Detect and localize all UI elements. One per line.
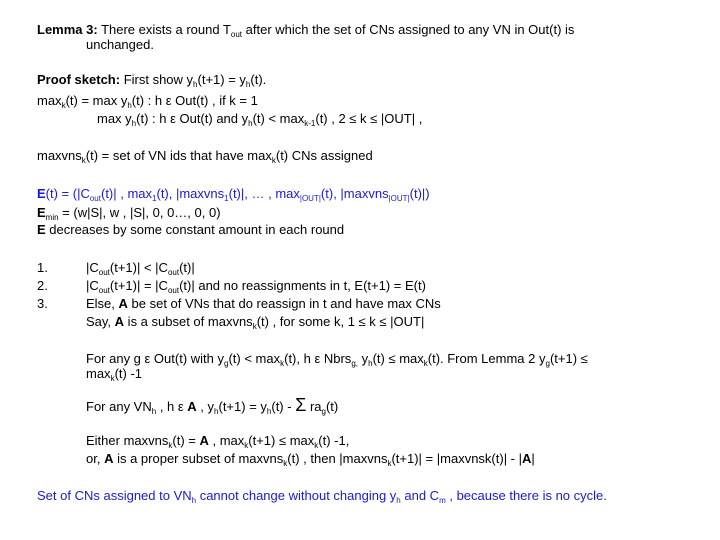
ft-sub3: m: [439, 496, 446, 505]
list-item-3: [86, 296, 441, 312]
max2-mid2: (t) < max: [252, 111, 305, 126]
i4-bold: A: [114, 314, 125, 329]
ft-sub2: h: [396, 496, 401, 505]
proof-label: Proof sketch:: [37, 72, 121, 87]
forany-line-1: [86, 351, 588, 367]
list-num-2: [37, 278, 48, 294]
ei-sub1: k: [168, 441, 173, 450]
proof-line-3: [97, 111, 422, 127]
e-l1-sub2: 1: [152, 194, 157, 203]
forany-line-2: [86, 366, 142, 382]
i1-b: (t+1)| < |C: [109, 260, 168, 275]
e-l1-sub4: |OUT|: [299, 194, 321, 203]
i3-b: be set of VNs that do reassign in t and have max CNs: [127, 296, 441, 311]
lemma-text-2: unchanged.: [86, 37, 154, 52]
i4-b: is a subset of maxvns: [124, 314, 253, 329]
fa-sub5: k: [423, 359, 428, 368]
max1-sub: k: [61, 101, 66, 110]
lemma-text: There exists a round T: [97, 22, 231, 37]
fv-sub4: g: [321, 407, 326, 416]
i4-a: Say,: [86, 314, 115, 329]
list-item-4: [86, 314, 424, 330]
maxvns-sub: k: [81, 156, 86, 165]
fa-sub3: g,: [351, 359, 358, 368]
i1-c: (t)|: [179, 260, 195, 275]
ei-d: (t+1) ≤ max: [248, 433, 315, 448]
e-l1-sub3: 1: [224, 194, 229, 203]
num-1: 1.: [37, 260, 48, 275]
ei-b: (t) =: [172, 433, 200, 448]
i3-bold: A: [118, 296, 128, 311]
fv-d: (t+1) = y: [218, 399, 267, 414]
fa-sub1: g: [224, 359, 229, 368]
ei-l2-d: (t+1)| = |maxvnsk(t)| - |: [391, 451, 522, 466]
i2-c: (t)| and no reassignments in t, E(t+1) = E(t): [179, 278, 426, 293]
fa-b: (t) < max: [228, 351, 281, 366]
ei-l2-bold: A: [104, 451, 114, 466]
sigma-symbol: Σ: [295, 395, 307, 415]
e-l1-sub5: |OUT|: [388, 194, 410, 203]
e-min-sub: min: [45, 213, 59, 222]
max1-sub2: h: [127, 101, 132, 110]
fv-sub3: h: [266, 407, 272, 416]
lemma-label: Lemma 3:: [37, 22, 98, 37]
max1-end: (t) : h ε Out(t) , if k = 1: [131, 93, 258, 108]
ei-l2-sub: k: [283, 459, 288, 468]
max2-sub2: h: [248, 119, 253, 128]
either-line-1: [86, 433, 349, 449]
max2: max y: [97, 111, 132, 126]
e-l1-d: (t)|, … , max: [228, 186, 300, 201]
lemma-line-2: [86, 37, 154, 53]
i4-c: (t) , for some k, 1 ≤ k ≤ |OUT|: [256, 314, 425, 329]
ei-a: Either maxvns: [86, 433, 169, 448]
proof-line-2: [37, 93, 258, 109]
max1: max: [37, 93, 62, 108]
max1-mid: (t) = max y: [65, 93, 128, 108]
list-num-1: [37, 260, 48, 276]
fa-sub2: k: [280, 359, 285, 368]
lemma-line-1: [37, 22, 574, 38]
e-l1-a: (t) = (|C: [45, 186, 90, 201]
maxvns-b: (t) = set of VN ids that have max: [85, 148, 272, 163]
e-bold: E: [37, 186, 46, 201]
footer-line: [37, 488, 607, 504]
i1-a: |C: [86, 260, 99, 275]
e-l1-b: (t)| , max: [100, 186, 153, 201]
proof-sub-2: h: [245, 80, 251, 89]
ft-d: , because there is no cycle.: [445, 488, 607, 503]
fv-sub1: h: [151, 407, 157, 416]
proof-first: First show y: [120, 72, 194, 87]
i4-sub: k: [252, 322, 257, 331]
e-min-rest: = (w|S|, w , |S|, 0, 0…, 0, 0): [58, 205, 221, 220]
ei-l2-b: is a proper subset of maxvns: [113, 451, 284, 466]
fa-c: (t), h ε Nbrs: [284, 351, 352, 366]
proof-first-mid: (t+1) = y: [197, 72, 246, 87]
max2-sub: h: [131, 119, 137, 128]
ft-a: Set of CNs assigned to VN: [37, 488, 192, 503]
num-3: 3.: [37, 296, 48, 311]
fv-b: , h ε: [156, 399, 188, 414]
fv-bold: A: [187, 399, 197, 414]
proof-line-1: [37, 72, 266, 88]
ft-b: cannot change without changing y: [196, 488, 397, 503]
i2-sub1: out: [98, 286, 110, 295]
maxvns-sub2: k: [271, 156, 276, 165]
e-l1-f: (t)|): [409, 186, 430, 201]
ei-l2-e: |: [531, 451, 535, 466]
fa-e: (t) ≤ max: [372, 351, 424, 366]
i1-sub1: out: [98, 268, 110, 277]
fv-sub2: h: [214, 407, 219, 416]
i2-b: (t+1)| = |C: [109, 278, 168, 293]
ei-l2-a: or,: [86, 451, 105, 466]
ei-l2-c: (t) , then |maxvns: [287, 451, 388, 466]
ei-l2-sub2: k: [387, 459, 392, 468]
fa-g: (t+1) ≤: [549, 351, 588, 366]
num-2: 2.: [37, 278, 48, 293]
i1-sub2: out: [167, 268, 180, 277]
ei-c: , max: [208, 433, 245, 448]
i2-a: |C: [86, 278, 99, 293]
list-num-3: [37, 296, 48, 312]
e-l1-c: (t), |maxvns: [156, 186, 225, 201]
i2-sub2: out: [167, 286, 180, 295]
fv-e: (t) -: [271, 399, 296, 414]
e-min-bold: E: [37, 205, 46, 220]
ft-c: and C: [400, 488, 440, 503]
proof-sub-1: h: [193, 80, 198, 89]
ei-sub2: k: [244, 441, 249, 450]
ei-l2-bold2: A: [522, 451, 532, 466]
e-line-3: [37, 222, 344, 238]
i3-a: Else,: [86, 296, 119, 311]
foranyvn-line: [86, 394, 338, 418]
maxvns-a: maxvns: [37, 148, 82, 163]
ft-sub1: h: [191, 496, 197, 505]
either-line-2: [86, 451, 535, 467]
fa-l2-rest: (t) -1: [114, 366, 143, 381]
fa-l2: max: [86, 366, 111, 381]
e-line-1: [37, 186, 430, 202]
fv-g: (t): [325, 399, 339, 414]
fa-l2-sub: k: [110, 374, 115, 383]
e-line-2: [37, 205, 221, 221]
fa-f: (t). From Lemma 2 y: [427, 351, 546, 366]
lemma-sub: out: [230, 30, 243, 39]
fa-d: y: [357, 351, 369, 366]
e-l1-sub1: out: [89, 194, 101, 203]
fv-c: , y: [196, 399, 215, 414]
lemma-text-tail: after which the set of CNs assigned to any VN in Out(t) is: [242, 22, 575, 37]
max2-end: (t) , 2 ≤ k ≤ |OUT| ,: [315, 111, 423, 126]
maxvns-line: [37, 148, 373, 164]
list-item-2: [86, 278, 426, 294]
maxvns-c: (t) CNs assigned: [275, 148, 373, 163]
ei-sub3: k: [314, 441, 319, 450]
ei-e: (t) -1,: [318, 433, 350, 448]
e-l1-e: (t), |maxvns: [320, 186, 389, 201]
proof-first-end: (t).: [250, 72, 267, 87]
list-item-1: [86, 260, 195, 276]
fa-sub6: g: [545, 359, 550, 368]
e-dec-rest: decreases by some constant amount in each round: [45, 222, 345, 237]
fv-f: ra: [306, 399, 322, 414]
max2-mid: (t) : h ε Out(t) and y: [136, 111, 249, 126]
max2-sub3: k-1: [304, 119, 316, 128]
e-dec-bold: E: [37, 222, 46, 237]
fv-a: For any VN: [86, 399, 152, 414]
fa-sub4: h: [368, 359, 373, 368]
fa-a: For any g ε Out(t) with y: [86, 351, 224, 366]
ei-bold: A: [199, 433, 209, 448]
